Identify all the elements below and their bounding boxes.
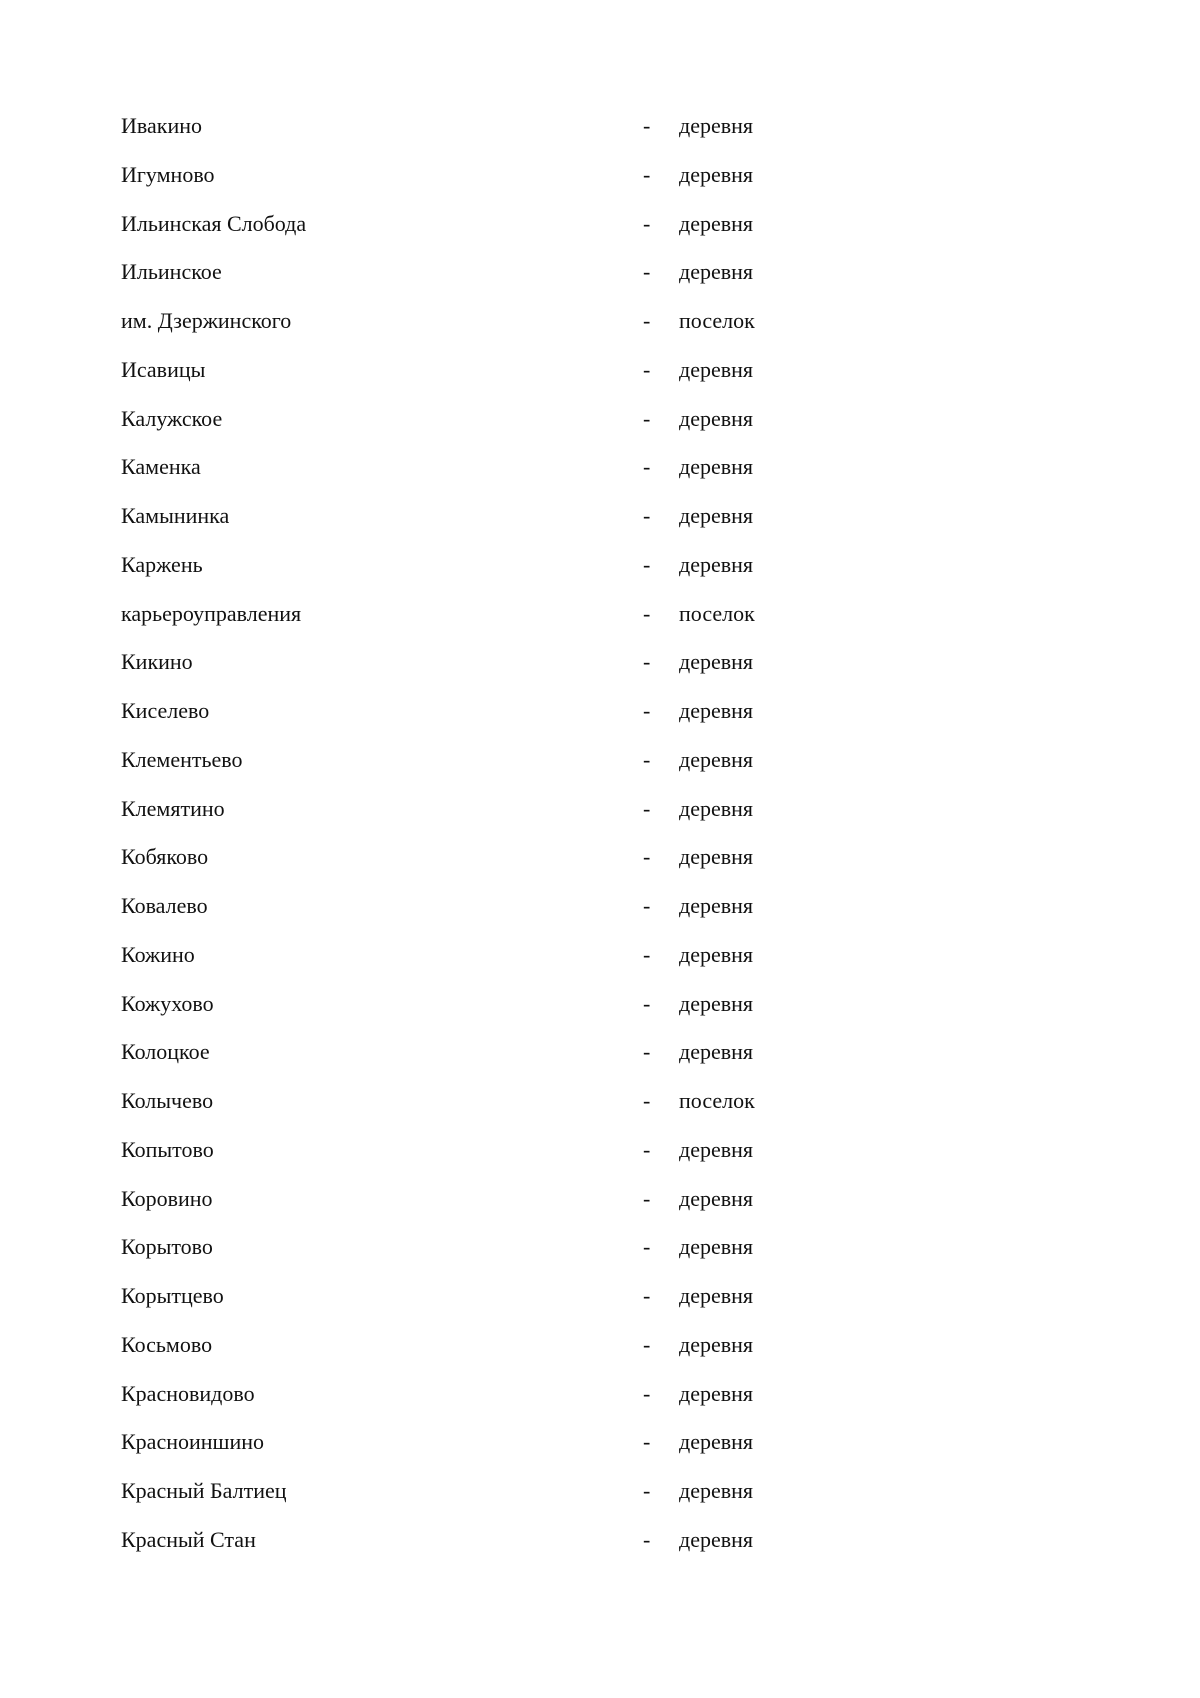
settlement-name: Калужское xyxy=(121,405,223,431)
settlement-type: деревня xyxy=(679,844,754,870)
settlement-type: деревня xyxy=(679,649,754,675)
separator-dash: - xyxy=(643,1331,651,1357)
settlement-type: деревня xyxy=(679,113,754,138)
separator-dash: - xyxy=(643,1185,651,1211)
separator-dash: - xyxy=(643,551,651,577)
settlement-name: Исавицы xyxy=(121,356,206,382)
list-item xyxy=(121,935,821,984)
settlement-name: Коровино xyxy=(121,1185,213,1211)
list-item xyxy=(121,106,821,155)
list-item xyxy=(121,1032,821,1081)
settlement-name: Косьмово xyxy=(121,1331,213,1357)
settlement-type: деревня xyxy=(679,210,754,236)
settlement-name: Корытово xyxy=(121,1234,213,1260)
settlement-name: карьероуправления xyxy=(121,600,302,626)
settlement-type: деревня xyxy=(679,1526,754,1552)
list-item xyxy=(121,1471,821,1520)
settlement-name: Красновидово xyxy=(121,1380,255,1406)
settlement-type: поселок xyxy=(679,1088,755,1113)
list-item xyxy=(121,496,821,545)
settlement-name: Ковалево xyxy=(121,893,208,918)
settlement-type: деревня xyxy=(679,405,754,431)
separator-dash: - xyxy=(643,844,651,870)
settlement-name: Ивакино xyxy=(121,113,202,138)
settlement-type: деревня xyxy=(679,1478,754,1503)
separator-dash: - xyxy=(643,1136,651,1162)
separator-dash: - xyxy=(643,698,651,723)
separator-dash: - xyxy=(643,405,651,431)
settlement-list xyxy=(121,106,821,1569)
separator-dash: - xyxy=(643,746,651,772)
list-item xyxy=(121,1422,821,1471)
settlement-type: деревня xyxy=(679,551,754,577)
separator-dash: - xyxy=(643,503,651,528)
list-item xyxy=(121,447,821,496)
settlement-name: Киселево xyxy=(121,698,210,723)
settlement-type: деревня xyxy=(679,161,754,187)
list-item xyxy=(121,399,821,448)
settlement-type: деревня xyxy=(679,503,754,528)
list-item xyxy=(121,1179,821,1228)
separator-dash: - xyxy=(643,795,651,821)
settlement-type: деревня xyxy=(679,1185,754,1211)
settlement-type: деревня xyxy=(679,1283,754,1308)
separator-dash: - xyxy=(643,259,651,285)
list-item xyxy=(121,1081,821,1130)
separator-dash: - xyxy=(643,941,651,967)
list-item xyxy=(121,740,821,789)
settlement-name: Копытово xyxy=(121,1136,214,1162)
settlement-name: Кикино xyxy=(121,649,193,675)
settlement-type: деревня xyxy=(679,698,754,723)
separator-dash: - xyxy=(643,1478,651,1503)
settlement-name: Ильинская Слобода xyxy=(121,210,307,236)
settlement-type: поселок xyxy=(679,600,755,626)
settlement-name: Кобяково xyxy=(121,844,209,870)
list-item xyxy=(121,350,821,399)
list-item xyxy=(121,642,821,691)
settlement-type: деревня xyxy=(679,1136,754,1162)
list-item xyxy=(121,691,821,740)
list-item xyxy=(121,594,821,643)
settlement-name: Ильинское xyxy=(121,259,222,285)
separator-dash: - xyxy=(643,1380,651,1406)
settlement-type: деревня xyxy=(679,454,754,480)
settlement-type: деревня xyxy=(679,356,754,382)
list-item xyxy=(121,545,821,594)
settlement-type: деревня xyxy=(679,1331,754,1357)
list-item xyxy=(121,301,821,350)
separator-dash: - xyxy=(643,161,651,187)
settlement-name: Красноиншино xyxy=(121,1429,265,1455)
list-item xyxy=(121,155,821,204)
separator-dash: - xyxy=(643,600,651,626)
separator-dash: - xyxy=(643,356,651,382)
settlement-type: деревня xyxy=(679,1380,754,1406)
settlement-name: Клемятино xyxy=(121,795,225,821)
list-item xyxy=(121,1276,821,1325)
settlement-name: Каржень xyxy=(121,551,203,577)
settlement-name: Кожухово xyxy=(121,990,214,1016)
settlement-type: деревня xyxy=(679,893,754,918)
separator-dash: - xyxy=(643,454,651,480)
list-item xyxy=(121,837,821,886)
separator-dash: - xyxy=(643,210,651,236)
list-item xyxy=(121,204,821,253)
separator-dash: - xyxy=(643,1429,651,1455)
settlement-name: Колычево xyxy=(121,1088,214,1113)
settlement-type: деревня xyxy=(679,1039,754,1065)
list-item xyxy=(121,886,821,935)
settlement-type: деревня xyxy=(679,990,754,1016)
list-item xyxy=(121,1130,821,1179)
settlement-name: Камынинка xyxy=(121,503,230,528)
separator-dash: - xyxy=(643,649,651,675)
list-item xyxy=(121,789,821,838)
settlement-type: поселок xyxy=(679,308,755,333)
list-item xyxy=(121,252,821,301)
settlement-type: деревня xyxy=(679,1234,754,1260)
settlement-name: им. Дзержинского xyxy=(121,308,292,333)
separator-dash: - xyxy=(643,1234,651,1260)
separator-dash: - xyxy=(643,113,651,138)
settlement-name: Клементьево xyxy=(121,746,243,772)
separator-dash: - xyxy=(643,1283,651,1308)
settlement-type: деревня xyxy=(679,1429,754,1455)
list-item xyxy=(121,1520,821,1569)
settlement-type: деревня xyxy=(679,795,754,821)
separator-dash: - xyxy=(643,308,651,333)
settlement-type: деревня xyxy=(679,941,754,967)
settlement-name: Кожино xyxy=(121,941,195,967)
settlement-name: Красный Стан xyxy=(121,1526,256,1552)
list-item xyxy=(121,1227,821,1276)
settlement-type: деревня xyxy=(679,259,754,285)
separator-dash: - xyxy=(643,1039,651,1065)
list-item xyxy=(121,1325,821,1374)
settlement-name: Колоцкое xyxy=(121,1039,210,1065)
settlement-name: Игумново xyxy=(121,161,215,187)
separator-dash: - xyxy=(643,990,651,1016)
list-item xyxy=(121,1374,821,1423)
settlement-type: деревня xyxy=(679,746,754,772)
separator-dash: - xyxy=(643,893,651,918)
settlement-name: Каменка xyxy=(121,454,201,480)
separator-dash: - xyxy=(643,1526,651,1552)
settlement-name: Корытцево xyxy=(121,1283,224,1308)
separator-dash: - xyxy=(643,1088,651,1113)
settlement-name: Красный Балтиец xyxy=(121,1478,287,1503)
list-item xyxy=(121,984,821,1033)
